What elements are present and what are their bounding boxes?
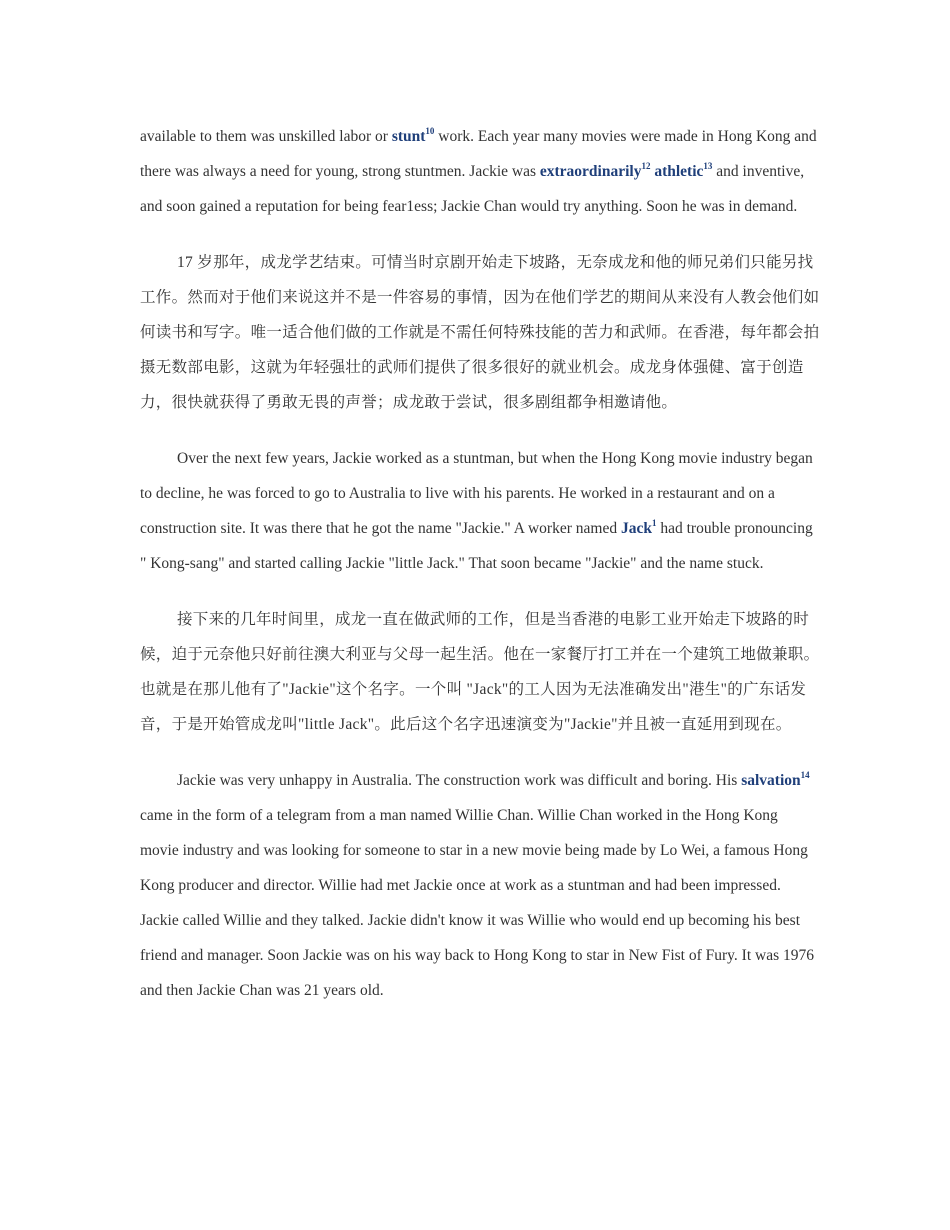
paragraph-text: had trouble pronouncing " Kong-sang" and started calling Jackie "little Jack." That soon became "Jackie" and the name stuck. [140, 520, 813, 572]
paragraph-text: 17 岁那年，成龙学艺结束。可情当时京剧开始走下坡路，无奈成龙和他的师兄弟们只能另找工作。然而对于他们来说这并不是一件容易的事情，因为在他们学艺的期间从来没有人教会他们如何读书和写字。唯一适合他们做的工作就是不需任何特殊技能的苦力和武师。在香港，每年都会拍摄无数部电影，这就为年轻强壮的武师们提供了很多很好的就业机会。成龙身体强健、富于创造力，很快就获得了勇敢无畏的声誉；成龙敢于尝试，很多剧组都争相邀请他。 [140, 254, 820, 411]
vocabulary-word-text: extraordinarily [539, 163, 642, 180]
vocabulary-word [741, 772, 809, 789]
paragraph-text: and inventive, and soon gained a reputation for being fear1ess; Jackie Chan would try anything. Soon he was in demand. [140, 163, 805, 215]
paragraph-text: Jackie was very unhappy in Australia. The construction work was difficult and boring. His [177, 772, 742, 789]
vocabulary-word-text: salvation [741, 772, 801, 789]
paragraph-text: 接下来的几年时间里，成龙一直在做武师的工作，但是当香港的电影工业开始走下坡路的时候，迫于元奈他只好前往澳大利亚与父母一起生活。他在一家餐厅打工并在一个建筑工地做兼职。也就是在那儿他有了"Jackie"这个名字。一个叫 "Jack"的工人因为无法准确发出"港生"的广东话发音，于是开始管成龙叫"little Jack"。此后这个名字迅速演变为"Jackie"并且被一直延用到现在。 [140, 611, 820, 733]
english-paragraph [140, 441, 820, 581]
vocabulary-word-text: stunt [391, 128, 426, 145]
english-paragraph [140, 119, 820, 224]
vocabulary-word [621, 520, 657, 537]
footnote-number: 10 [425, 126, 435, 136]
footnote-number: 13 [703, 161, 713, 171]
paragraph-text: work. Each year many movies were made in Hong Kong and there was always a need for young, strong stuntmen. Jackie was [140, 128, 817, 180]
paragraph-text: Over the next few years, Jackie worked as a stuntman, but when the Hong Kong movie industry began to decline, he was forced to go to Australia to live with his parents. He worked in a restaurant and on a construction site. It was there that he got the name "Jackie." A worker named [140, 450, 813, 537]
vocabulary-word [540, 163, 651, 180]
footnote-number: 12 [641, 161, 651, 171]
paragraph-text: came in the form of a telegram from a man named Willie Chan. Willie Chan worked in the Hong Kong movie industry and was looking for someone to star in a new movie being made by Lo Wei, a famous Hong Kong producer and director. Willie had met Jackie once at work as a stuntman and had been impressed. Jackie called Willie and they talked. Jackie didn't know it was Willie who would end up becoming his best friend and manager. Soon Jackie was on his way back to Hong Kong to star in New Fist of Fury. It was 1976 and then Jackie Chan was 21 years old. [140, 807, 814, 999]
paragraph-text: available to them was unskilled labor or [140, 128, 392, 145]
document-page [140, 119, 820, 1029]
vocabulary-word-text: athletic [654, 163, 704, 180]
vocabulary-word-text: Jack [620, 520, 652, 537]
vocabulary-word [392, 128, 435, 145]
chinese-paragraph [140, 245, 820, 420]
footnote-number: 14 [800, 770, 810, 780]
vocabulary-word [654, 163, 712, 180]
footnote-number: 1 [651, 518, 657, 528]
english-paragraph [140, 763, 820, 1008]
chinese-paragraph [140, 602, 820, 742]
